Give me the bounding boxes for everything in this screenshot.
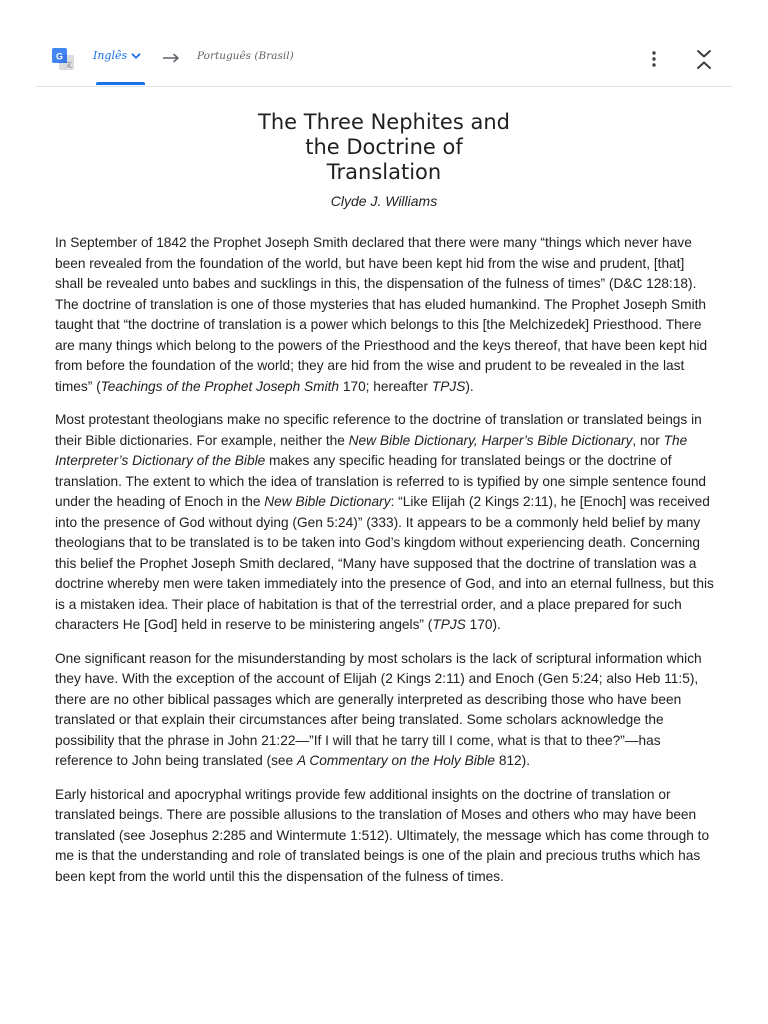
paragraph-text: One significant reason for the misunderstanding by most scholars is the lack of scriptural information which they have. With the exception of the account of Elijah (2 Kings 2:11) and Enoch (Gen 5:24; also Heb 11:5), there are no other biblical passages which are generally interpreted as describing those who have been translated or that explain their circumstances after being translated. Some scholars acknowledge the possibility that the phrase in John 21:22—”If I will that he tarry till I come, what is that to thee?”—has reference to John being translated (see: [55, 650, 702, 768]
chevron-down-icon: [130, 50, 142, 62]
source-language-label: Inglês: [93, 49, 128, 62]
collapse-icon[interactable]: [694, 48, 714, 72]
translate-toolbar: [36, 36, 732, 87]
paragraph-text: Most protestant theologians make no specific reference to the doctrine of translation or translated beings in their Bible dictionaries. For example, neither the: [55, 412, 702, 448]
svg-text:G: G: [56, 51, 64, 62]
body-paragraph: [55, 785, 715, 888]
paragraph-text: ).: [465, 378, 474, 394]
italic-citation: TPJS: [431, 378, 466, 394]
italic-citation: TPJS: [432, 617, 466, 632]
title-line: the Doctrine of: [305, 135, 463, 159]
google-translate-icon: [52, 48, 74, 70]
document-author: Clyde J. Williams: [330, 193, 438, 209]
paragraph-text: 812).: [495, 753, 531, 768]
paragraph-text: : “Like Elijah (2 Kings 2:11), he [Enoch] was received into the presence of God without dying (Gen 5:24)” (333). It appears to be a commonly held belief by many theologians that to be translated is to be taken into God’s kingdom without experiencing death. Concerning this belief the Prophet Joseph Smith declared, “Many have supposed that the doctrine of translation was a doctrine whereby men were taken immediately into the presence of God, and into an eternal fullness, but this is a mistaken idea. Their place of habitation is that of the terrestrial order, and a place prepared for such characters He [God] held in reserve to be ministering angels” (: [55, 494, 714, 632]
paragraph-text: Early historical and apocryphal writings provide few additional insights on the doctrine of translation or translated beings. There are possible allusions to the translation of Moses and others who may have been translated (see Josephus 2:285 and Wintermute 1:512). Ultimately, the message which has come through to me is that the understanding and role of translated beings is one of the plain and precious truths which has been kept from the world until this the dispensation of the fulness of times.: [55, 786, 710, 884]
paragraph-text: 170; hereafter: [339, 378, 432, 394]
document-title: [184, 110, 584, 185]
target-language-selector[interactable]: Português (Brasil): [197, 50, 294, 62]
italic-citation: The Interpreter’s Dictionary of the Bible: [55, 432, 688, 468]
paragraph-text: , nor: [632, 432, 664, 448]
italic-citation: Teachings of the Prophet Joseph Smith: [100, 378, 340, 394]
italic-citation: New Bible Dictionary: [264, 494, 391, 509]
title-line: Translation: [326, 160, 442, 184]
svg-text:文: 文: [65, 62, 72, 69]
italic-citation: New Bible Dictionary, Harper’s Bible Dictionary: [348, 432, 633, 448]
arrow-right-icon: [163, 53, 180, 63]
document-body: [55, 233, 715, 900]
active-tab-indicator: [96, 82, 145, 85]
italic-citation: A Commentary on the Holy Bible: [296, 753, 496, 768]
paragraph-text: makes any specific heading for translated beings or the doctrine of translation. The extent to which the idea of translation is referred to is typified by one simple sentence found under the heading of Enoch in the: [55, 453, 707, 509]
body-paragraph: [55, 649, 715, 772]
more-vert-icon[interactable]: [646, 48, 662, 70]
source-language-selector[interactable]: [93, 49, 142, 62]
paragraph-text: 170).: [465, 617, 501, 632]
title-line: The Three Nephites and: [258, 110, 510, 134]
body-paragraph: [55, 233, 715, 397]
paragraph-text: In September of 1842 the Prophet Joseph Smith declared that there were many “things which never have been revealed from the foundation of the world, but have been kept hid from the wise and prudent, [that] shall be revealed unto babes and sucklings in this, the dispensation of the fulness of times” (D&C 128:18). The doctrine of translation is one of those mysteries that has eluded humankind. The Prophet Joseph Smith taught that “the doctrine of translation is a power which belongs to this [the Melchizedek] Priesthood. There are many things which belong to the powers of the Priesthood and the keys thereof, that have been kept hid from before the foundation of the world; they are hid from the wise and prudent to be revealed in the last times” (: [55, 235, 708, 394]
body-paragraph: [55, 410, 715, 636]
